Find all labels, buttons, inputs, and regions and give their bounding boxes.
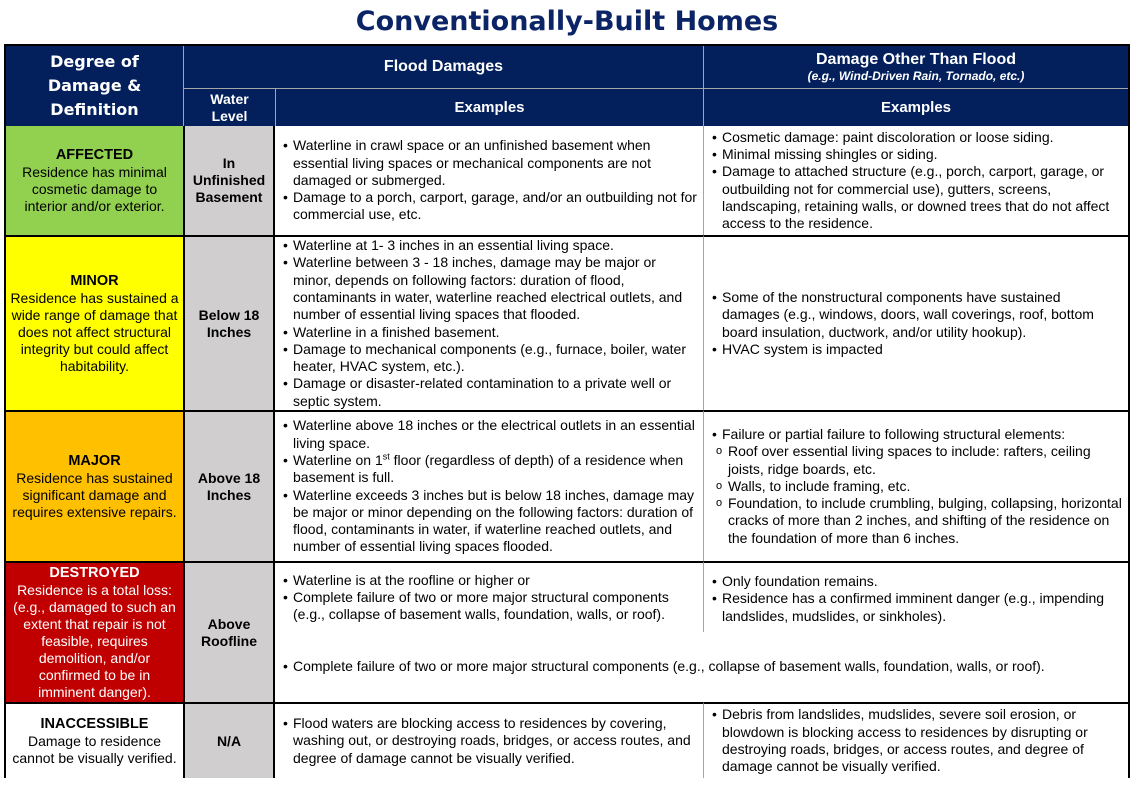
degree-definition: Residence has sustained significant damage and requires extensive repairs.: [12, 469, 177, 520]
header-degree-line: Definition: [50, 100, 139, 119]
list-item: • Complete failure of two or more major structural components (e.g., collapse of basement walls, foundation, walls, or roof).: [283, 658, 1122, 675]
list-item: • Complete failure of two or more major structural components (e.g., collapse of basement walls, foundation, walls, or roof).: [283, 589, 697, 624]
list-item: • Only foundation remains.: [712, 573, 1122, 590]
header-other-examples: [703, 89, 1128, 126]
header-water-line: Water: [210, 90, 249, 107]
header-water-level: [183, 89, 275, 126]
other-examples-minor: [703, 235, 1128, 410]
degree-destroyed: [6, 561, 183, 702]
list-item-text: Waterline on 1: [293, 451, 383, 468]
list-item: • Waterline between 3 - 18 inches, damage may be major or minor, depends on following factors: duration of flood, contaminants in water, waterline reached electrical outlets, and number of essential living spaces that flooded.: [283, 254, 697, 323]
list-item: • Waterline above 18 inches or the electrical outlets in an essential living space.: [283, 417, 697, 452]
degree-definition: Residence is a total loss: (e.g., damaged to such an extent that repair is not feasible, requires demolition, and/or confirmed to be in imminent danger).: [13, 581, 176, 700]
water-level-value: Above 18 Inches: [197, 469, 261, 503]
header-flood-examples-label: Examples: [454, 99, 525, 116]
list-item: • Flood waters are blocking access to residences by covering, washing out, or destroying roads, bridges, or access routes, and degree of damage cannot be visually verified.: [283, 715, 697, 767]
degree-name: MINOR: [70, 272, 119, 289]
degree-major: [6, 410, 183, 561]
list-item: • Damage or disaster-related contamination to a private well or septic system.: [283, 375, 697, 410]
water-level-affected: [183, 126, 275, 235]
flood-examples-destroyed: [275, 561, 703, 632]
degree-name: INACCESSIBLE: [40, 715, 149, 732]
header-other-examples-label: Examples: [880, 99, 952, 116]
water-level-inaccessible: [183, 702, 275, 778]
header-degree: [6, 46, 183, 126]
degree-minor: [6, 235, 183, 410]
list-item-text: floor (regardless of depth) of a residence when basement is full.: [293, 451, 684, 486]
water-level-value: Above Roofline: [201, 615, 257, 649]
list-item: • Minimal missing shingles or siding.: [712, 146, 1122, 163]
other-examples-inaccessible: [703, 702, 1128, 778]
header-degree-line: Damage &: [47, 76, 142, 95]
sub-list-item: o Roof over essential living spaces to include: rafters, ceiling joists, ridge boards, etc.: [712, 443, 1122, 478]
degree-name: MAJOR: [68, 452, 121, 469]
damage-assessment-table: [4, 44, 1130, 778]
list-item: • Waterline exceeds 3 inches but is below 18 inches, damage may be major or minor depending on the following factors: duration of flood, contaminants in water, if waterline reached outlets, and number of essential living spaces flooded.: [283, 487, 697, 556]
degree-definition: Residence has sustained a wide range of damage that does not affect structural integrity but could affect habitability.: [10, 289, 179, 374]
list-item: • Failure or partial failure to following structural elements:: [712, 426, 1122, 443]
other-examples-affected: [703, 126, 1128, 235]
water-level-major: [183, 410, 275, 561]
degree-inaccessible: [6, 702, 183, 778]
header-flood-label: Flood Damages: [383, 58, 504, 75]
degree-affected: [6, 126, 183, 235]
header-other-label: Damage Other Than Flood: [815, 51, 1016, 68]
header-other-sublabel: (e.g., Wind-Driven Rain, Tornado, etc.): [807, 69, 1025, 83]
degree-definition: Damage to residence cannot be visually verified.: [12, 732, 177, 766]
list-item: • Debris from landslides, mudslides, severe soil erosion, or blowdown is blocking access to residences by disrupting or destroying roads, bridges, or access routes, and degree of damage cannot be visually verified.: [712, 706, 1122, 775]
degree-name: DESTROYED: [49, 564, 140, 581]
sub-list-item: o Foundation, to include crumbling, bulging, collapsing, horizontal cracks of more than 2 inches, and shifting of the residence on the foundation of more than 6 inches.: [712, 495, 1122, 547]
flood-examples-inaccessible: [275, 702, 703, 778]
flood-examples-major: [275, 410, 703, 561]
list-item: [283, 452, 697, 487]
list-item: • Cosmetic damage: paint discoloration or loose siding.: [712, 129, 1122, 146]
water-level-value: Below 18 Inches: [198, 306, 260, 340]
ordinal-suffix: st: [382, 451, 390, 462]
degree-definition: Residence has minimal cosmetic damage to interior and/or exterior.: [22, 163, 167, 214]
header-other-damage: [703, 46, 1128, 89]
water-level-value: N/A: [216, 732, 242, 749]
header-flood-examples: [275, 89, 703, 126]
water-level-minor: [183, 235, 275, 410]
water-level-destroyed: [183, 561, 275, 702]
shared-examples-destroyed: [275, 632, 1128, 702]
list-item: • HVAC system is impacted: [712, 341, 1122, 358]
water-level-value: In Unfinished Basement: [192, 155, 266, 205]
list-item: • Residence has a confirmed imminent danger (e.g., impending landslides, mudslides, or sinkholes).: [712, 590, 1122, 625]
header-water-line: Level: [211, 107, 248, 124]
header-flood-damages: [183, 46, 703, 89]
sub-list-item: o Walls, to include framing, etc.: [712, 478, 1122, 495]
header-degree-line: Degree of: [50, 52, 139, 71]
list-item: • Waterline is at the roofline or higher or: [283, 572, 697, 589]
other-examples-major: [703, 410, 1128, 561]
list-item: • Waterline in a finished basement.: [283, 324, 697, 341]
list-item: • Damage to a porch, carport, garage, and/or an outbuilding not for commercial use, etc.: [283, 189, 697, 224]
list-item: • Waterline in crawl space or an unfinished basement when essential living spaces or mechanical components are not damaged or submerged.: [283, 137, 697, 189]
list-item: • Some of the nonstructural components have sustained damages (e.g., windows, doors, wall coverings, roof, bottom board insulation, ductwork, and/or utility hookup).: [712, 289, 1122, 341]
flood-examples-affected: [275, 126, 703, 235]
flood-examples-minor: [275, 235, 703, 410]
degree-name: AFFECTED: [55, 146, 134, 163]
page-title: Conventionally-Built Homes: [355, 6, 779, 37]
list-item: • Waterline at 1- 3 inches in an essential living space.: [283, 237, 697, 254]
other-examples-destroyed: [703, 561, 1128, 632]
list-item: • Damage to mechanical components (e.g., furnace, boiler, water heater, HVAC system, etc.).: [283, 341, 697, 376]
list-item: • Damage to attached structure (e.g., porch, carport, garage, or outbuilding not for commercial use), gutters, screens, landscaping, retaining walls, or downed trees that do not affect access to the residence.: [712, 163, 1122, 232]
